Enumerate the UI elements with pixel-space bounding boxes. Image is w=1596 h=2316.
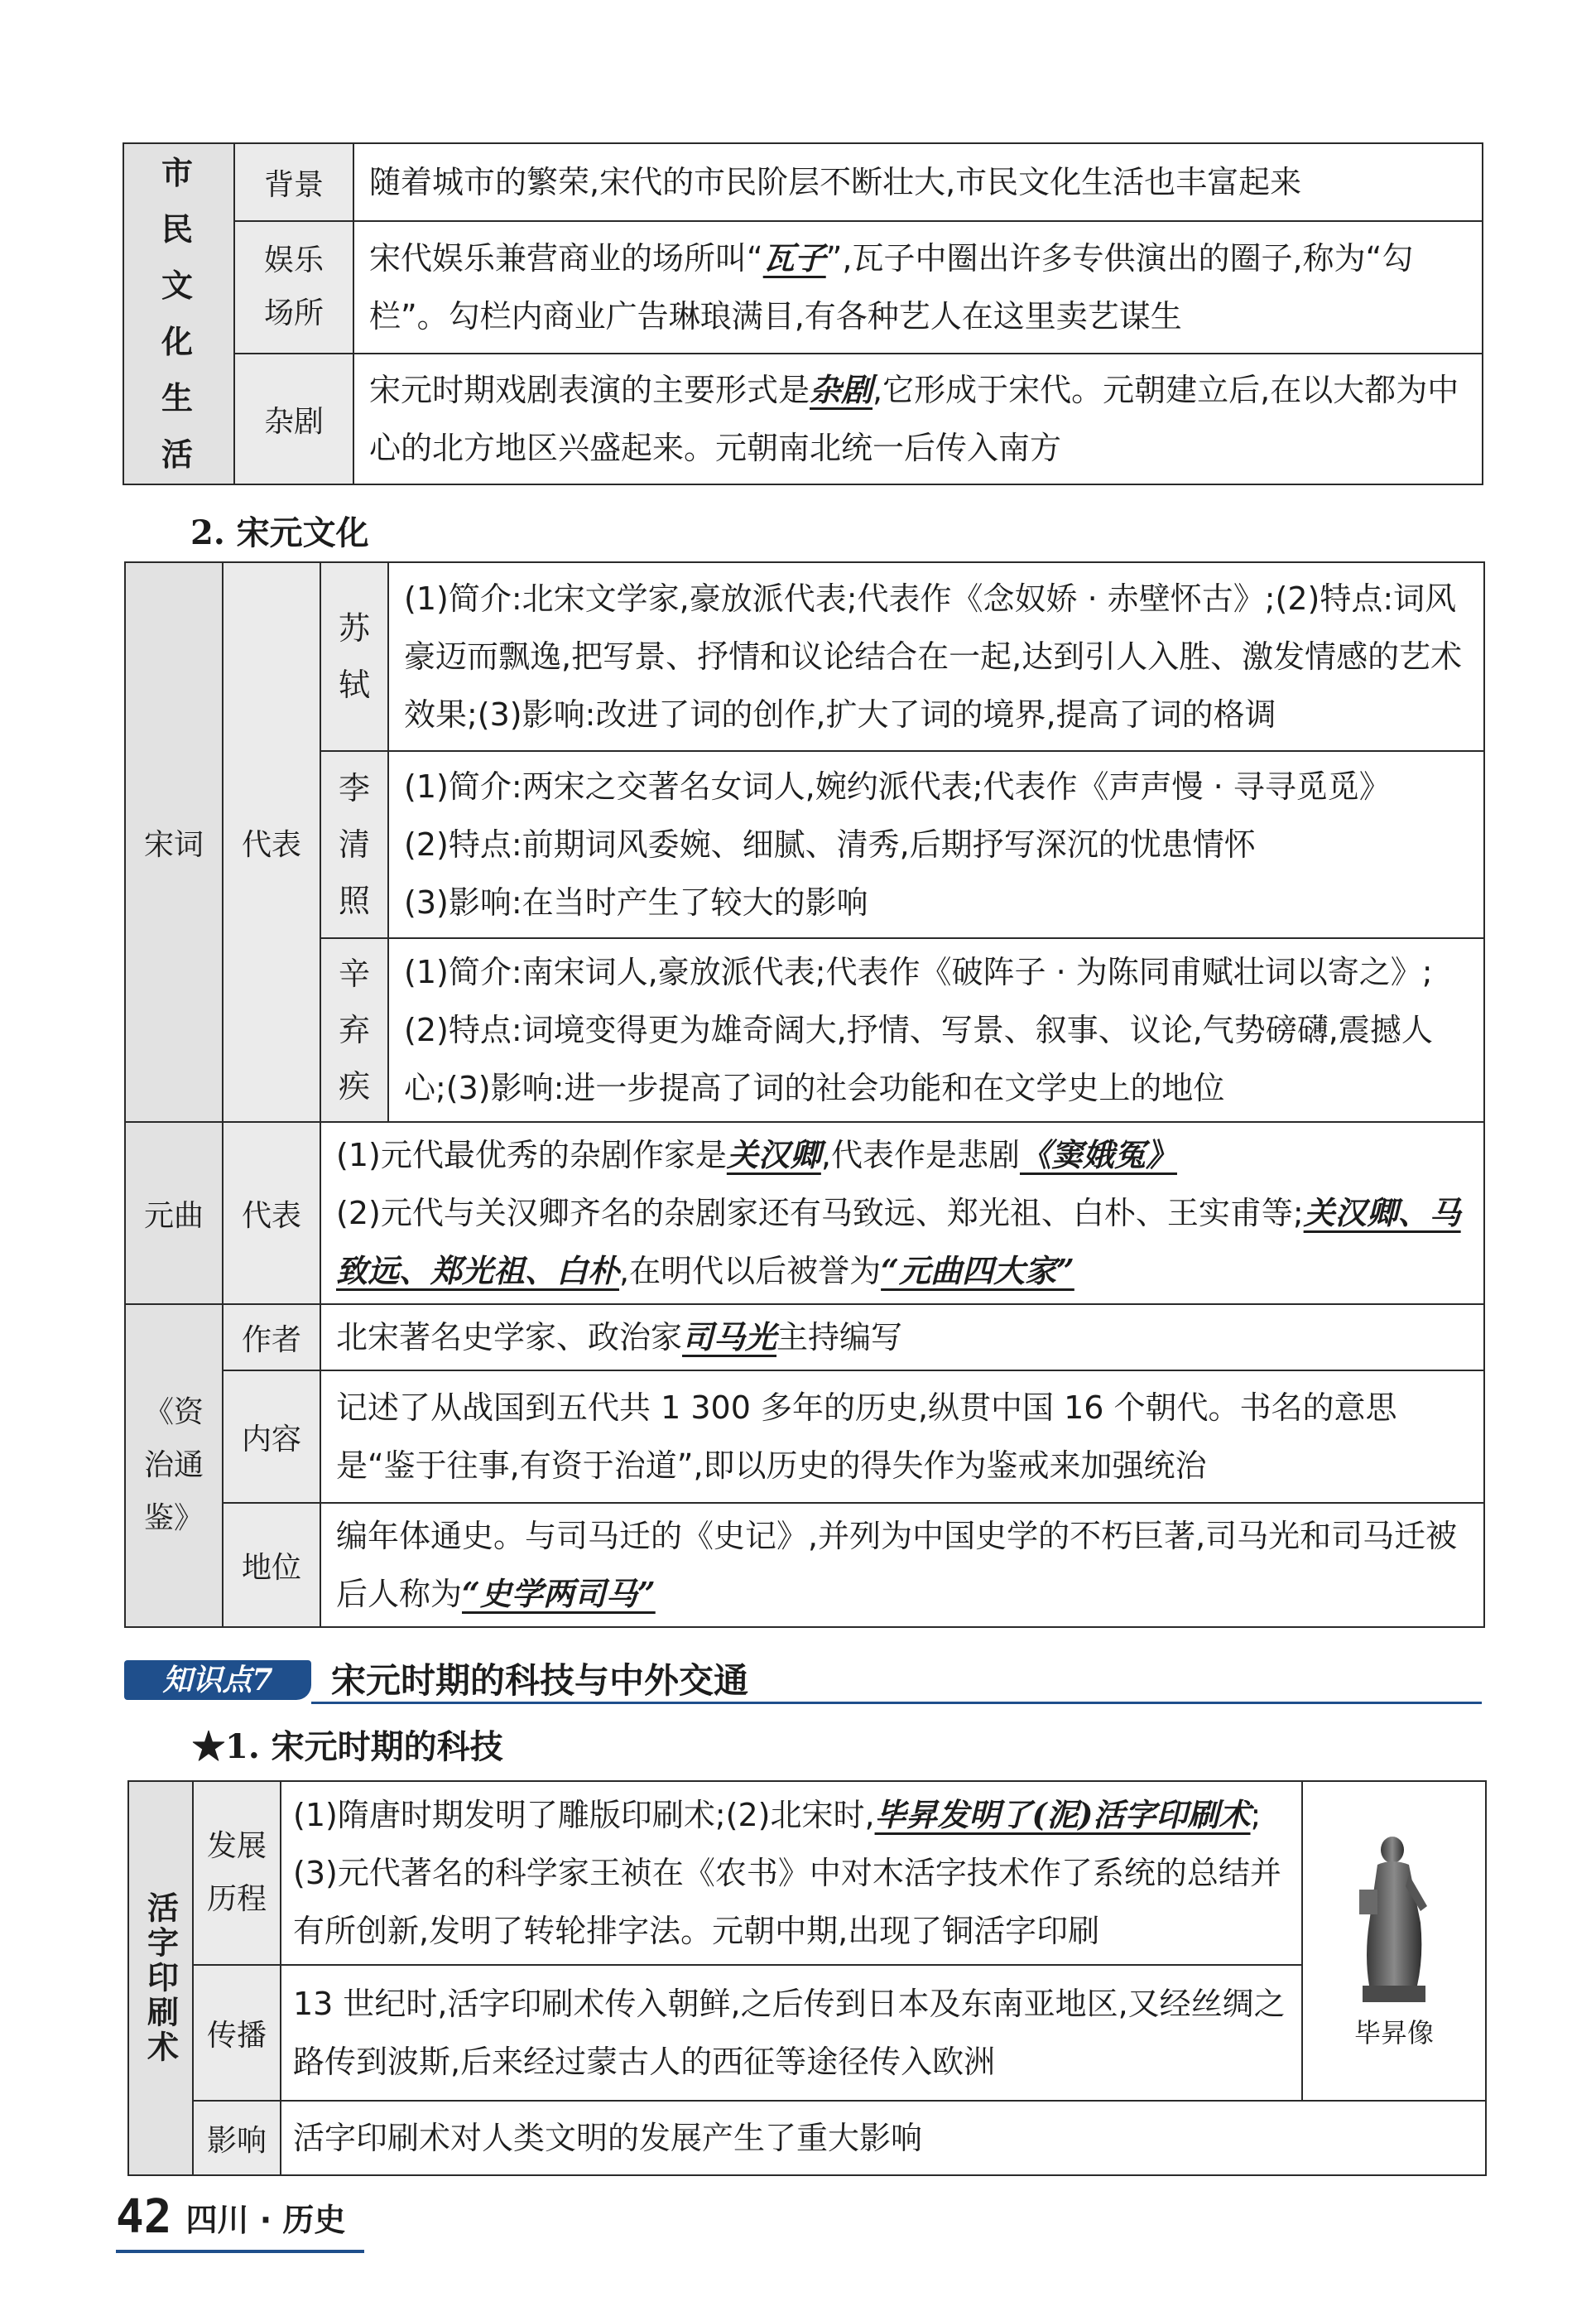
knowledge-point-title: 宋元时期的科技与中外交通 (331, 1660, 749, 1701)
handwritten-two-simas: “史学两司马” (462, 1575, 656, 1612)
row-header-civic-culture: 市民文化生活 (123, 143, 234, 484)
label-yingxiang: 影响 (193, 2101, 281, 2175)
row-header-songci: 宋词 (125, 562, 223, 1122)
label-yuanqu-daibiao: 代表 (223, 1122, 320, 1304)
knowledge-point-underline (311, 1702, 1482, 1704)
text-entertainment: 宋代娱乐兼营商业的场所叫“瓦子”,瓦子中圈出许多专供演出的圈子,称为“勾栏”。勾栏内商业广告琳琅满目,有各种艺人在这里卖艺谋生 (353, 221, 1483, 354)
poet-xin-qiji: 辛 弃 疾 (320, 938, 388, 1122)
label-entertainment: 娱乐场所 (234, 221, 353, 354)
page-number: 42 (116, 2190, 172, 2244)
handwritten-bi-sheng: 毕昇发明了(泥)活字印刷术 (874, 1796, 1251, 1833)
page-footer (116, 2190, 345, 2256)
table-civic-culture (123, 142, 1483, 485)
table-song-yuan-culture (124, 561, 1485, 1628)
label-daibiao: 代表 (223, 562, 320, 1122)
label-diwei: 地位 (223, 1503, 320, 1627)
label-neirong: 内容 (223, 1370, 320, 1503)
row-header-zizhi-tongjian: 《资治通鉴》 (125, 1304, 223, 1627)
row-header-movable-type: 活字印刷术 (128, 1781, 193, 2175)
section-title-song-yuan-tech: ★1. 宋元时期的科技 (192, 1727, 503, 1766)
section-title-song-yuan-culture: 2. 宋元文化 (190, 513, 369, 552)
label-background: 背景 (234, 143, 353, 221)
label-fazhan: 发展历程 (193, 1781, 281, 1965)
text-diwei: 编年体通史。与司马迁的《史记》,并列为中国史学的不朽巨著,司马光和司马迁被后人称为“史学两司马” (320, 1503, 1484, 1627)
knowledge-point-badge: 知识点7 (124, 1660, 311, 1700)
handwritten-four-masters: “元曲四大家” (881, 1252, 1074, 1289)
handwritten-guan-hanqing: 关汉卿 (726, 1136, 821, 1173)
text-yuanqu: (1)元代最优秀的杂剧作家是关汉卿,代表作是悲剧《窦娥冤》 (2)元代与关汉卿齐名的杂剧家还有马致远、郑光祖、白朴、王实甫等;关汉卿、马致远、郑光祖、白朴,在明代以后被誉为“元曲四大家” (320, 1122, 1484, 1304)
bi-sheng-statue-image (1344, 1832, 1444, 2005)
text-su-shi: (1)简介:北宋文学家,豪放派代表;代表作《念奴娇 · 赤壁怀古》;(2)特点:词风豪迈而飘逸,把写景、抒情和议论结合在一起,达到引人入胜、激发情感的艺术效果;(3)影响:改进了词的创作,扩大了词的境界,提高了词的格调 (388, 562, 1484, 751)
table-movable-type (127, 1780, 1487, 2176)
handwritten-sima-guang: 司马光 (682, 1318, 777, 1355)
text-xin-qiji: (1)简介:南宋词人,豪放派代表;代表作《破阵子 · 为陈同甫赋壮词以寄之》;(2)特点:词境变得更为雄奇阔大,抒情、写景、叙事、议论,气势磅礴,震撼人心;(3)影响:进一步提高了词的社会功能和在文学史上的地位 (388, 938, 1484, 1122)
text-chuanbo: 13 世纪时,活字印刷术传入朝鲜,之后传到日本及东南亚地区,又经丝绸之路传到波斯,后来经过蒙古人的西征等途径传入欧洲 (281, 1965, 1302, 2101)
poet-li-qingzhao: 李 清 照 (320, 751, 388, 938)
label-zuozhe: 作者 (223, 1304, 320, 1370)
footer-underline (116, 2250, 364, 2253)
text-li-qingzhao: (1)简介:两宋之交著名女词人,婉约派代表;代表作《声声慢 · 寻寻觅觅》 (2)特点:前期词风委婉、细腻、清秀,后期抒写深沉的忧患情怀 (3)影响:在当时产生了较大的影响 (388, 751, 1484, 938)
text-neirong: 记述了从战国到五代共 1 300 多年的历史,纵贯中国 16 个朝代。书名的意思是“鉴于往事,有资于治道”,即以历史的得失作为鉴戒来加强统治 (320, 1370, 1484, 1503)
bi-sheng-statue-cell (1302, 1781, 1486, 2101)
handwritten-zaju: 杂剧 (810, 371, 873, 408)
handwritten-wazi: 瓦子 (762, 239, 826, 277)
poet-su-shi: 苏 轼 (320, 562, 388, 751)
text-yingxiang: 活字印刷术对人类文明的发展产生了重大影响 (281, 2101, 1486, 2175)
text-background: 随着城市的繁荣,宋代的市民阶层不断壮大,市民文化生活也丰富起来 (353, 143, 1483, 221)
row-header-yuanqu: 元曲 (125, 1122, 223, 1304)
knowledge-point-header (124, 1660, 1482, 1703)
handwritten-dou-e-yuan: 《窦娥冤》 (1019, 1136, 1177, 1173)
text-zaju: 宋元时期戏剧表演的主要形式是杂剧,它形成于宋代。元朝建立后,在以大都为中心的北方地区兴盛起来。元朝南北统一后传入南方 (353, 354, 1483, 484)
text-zuozhe: 北宋著名史学家、政治家司马光主持编写 (320, 1304, 1484, 1370)
statue-caption: 毕昇像 (1353, 2017, 1434, 2049)
label-zaju: 杂剧 (234, 354, 353, 484)
book-title: 四川 · 历史 (185, 2202, 346, 2238)
text-fazhan: (1)隋唐时期发明了雕版印刷术;(2)北宋时,毕昇发明了(泥)活字印刷术;(3)元代著名的科学家王祯在《农书》中对木活字技术作了系统的总结并有所创新,发明了转轮排字法。元朝中期,出现了铜活字印刷 (281, 1781, 1302, 1965)
handwritten-four-masters-names: 关汉卿、马致远、郑光祖、白朴 (336, 1194, 1461, 1289)
label-chuanbo: 传播 (193, 1965, 281, 2101)
